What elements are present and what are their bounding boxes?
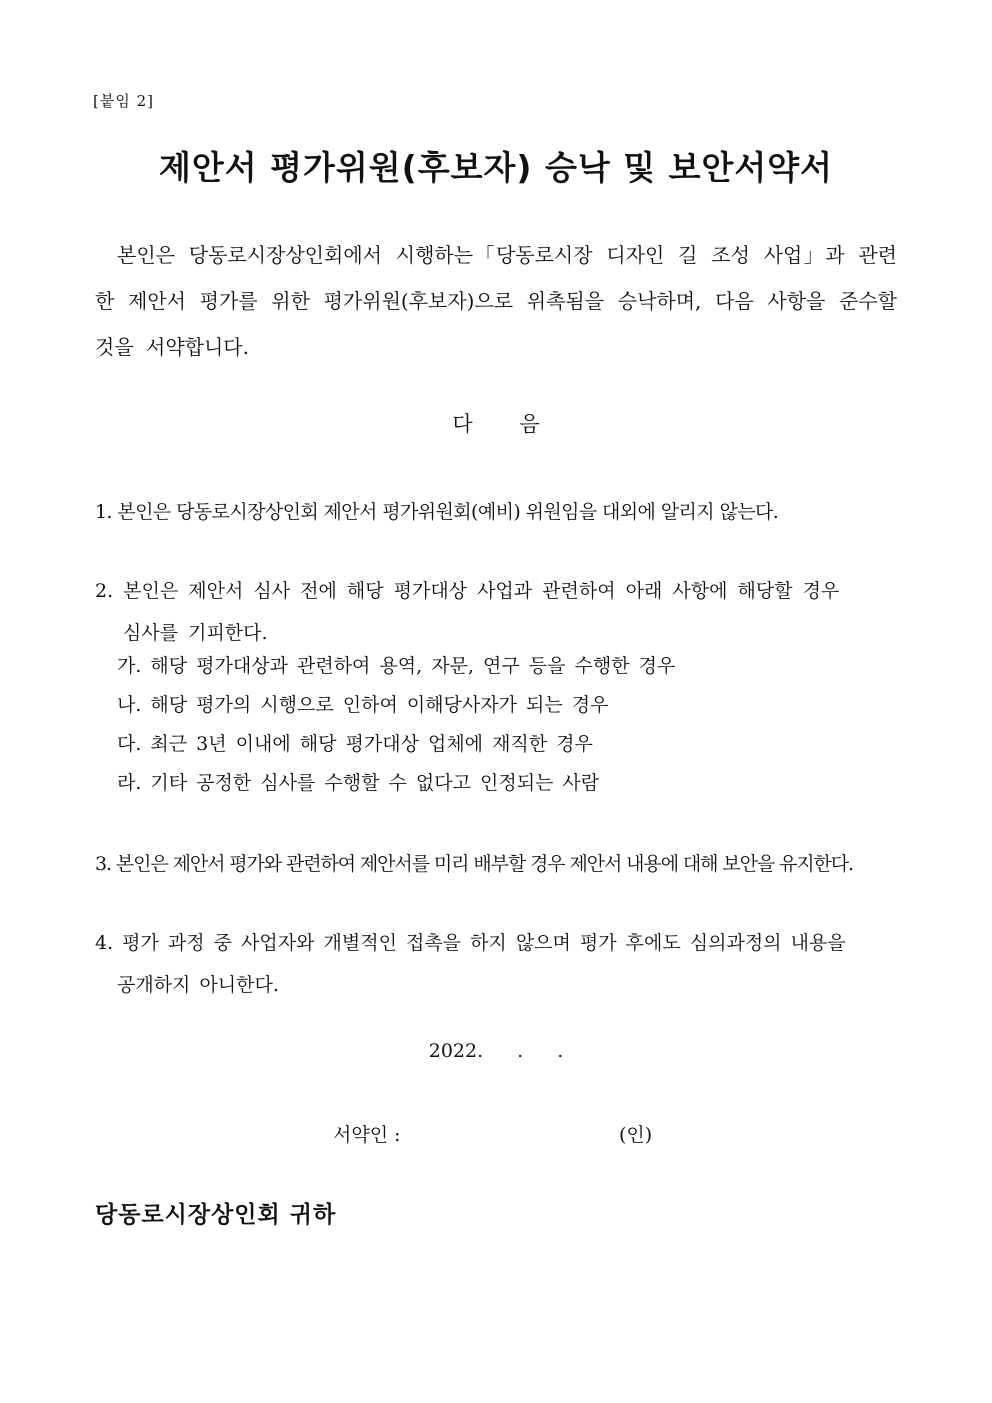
date-month-dot: . (517, 1040, 524, 1062)
clause-2-line-1: 2. 본인은 제안서 심사 전에 해당 평가대상 사업과 관련하여 아래 사항에 해당할 경우 (95, 580, 840, 602)
clause-2 (95, 570, 897, 654)
intro-paragraph: 본인은 당동로시장상인회에서 시행하는「당동로시장 디자인 길 조성 사업」과 관련한 제안서 평가를 위한 평가위원(후보자)으로 위촉됨을 승낙하며, 다음 사항을 준수할 것을 서약합니다. (95, 243, 897, 359)
seal-label: (인) (619, 1124, 653, 1146)
clause-4-line-2: 공개하지 아니한다. (117, 974, 279, 996)
document-title: 제안서 평가위원(후보자) 승낙 및 보안서약서 (159, 148, 833, 187)
date-year: 2022. (428, 1040, 484, 1062)
clause-4 (95, 922, 897, 1006)
clause-2-line-2: 심사를 기피한다. (123, 622, 268, 644)
clause-2-item-ra: 라. 기타 공정한 심사를 수행할 수 없다고 인정되는 사람 (117, 772, 600, 794)
attachment-label: [붙임 2] (93, 92, 154, 110)
recipient-line: 당동로시장상인회 귀하 (95, 1201, 337, 1228)
clause-3: 3. 본인은 제안서 평가와 관련하여 제안서를 미리 배부할 경우 제안서 내용에 대해 보안을 유지한다. (95, 853, 853, 875)
signer-label: 서약인 : (333, 1124, 401, 1146)
clause-2-item-ga: 가. 해당 평가대상과 관련하여 용역, 자문, 연구 등을 수행한 경우 (117, 655, 676, 677)
clause-1: 1. 본인은 당동로시장상인회 제안서 평가위원회(예비) 위원임을 대외에 알리지 않는다. (95, 501, 779, 523)
signature-date (0, 1040, 992, 1062)
clause-4-line-1: 4. 평가 과정 중 사업자와 개별적인 접촉을 하지 않으며 평가 후에도 심의과정의 내용을 (95, 932, 846, 954)
clause-2-item-da: 다. 최근 3년 이내에 해당 평가대상 업체에 재직한 경우 (117, 733, 593, 755)
section-heading: 다 음 (452, 412, 540, 436)
clause-2-item-na: 나. 해당 평가의 시행으로 인하여 이해당사자가 되는 경우 (117, 694, 609, 716)
date-day-dot: . (557, 1040, 564, 1062)
